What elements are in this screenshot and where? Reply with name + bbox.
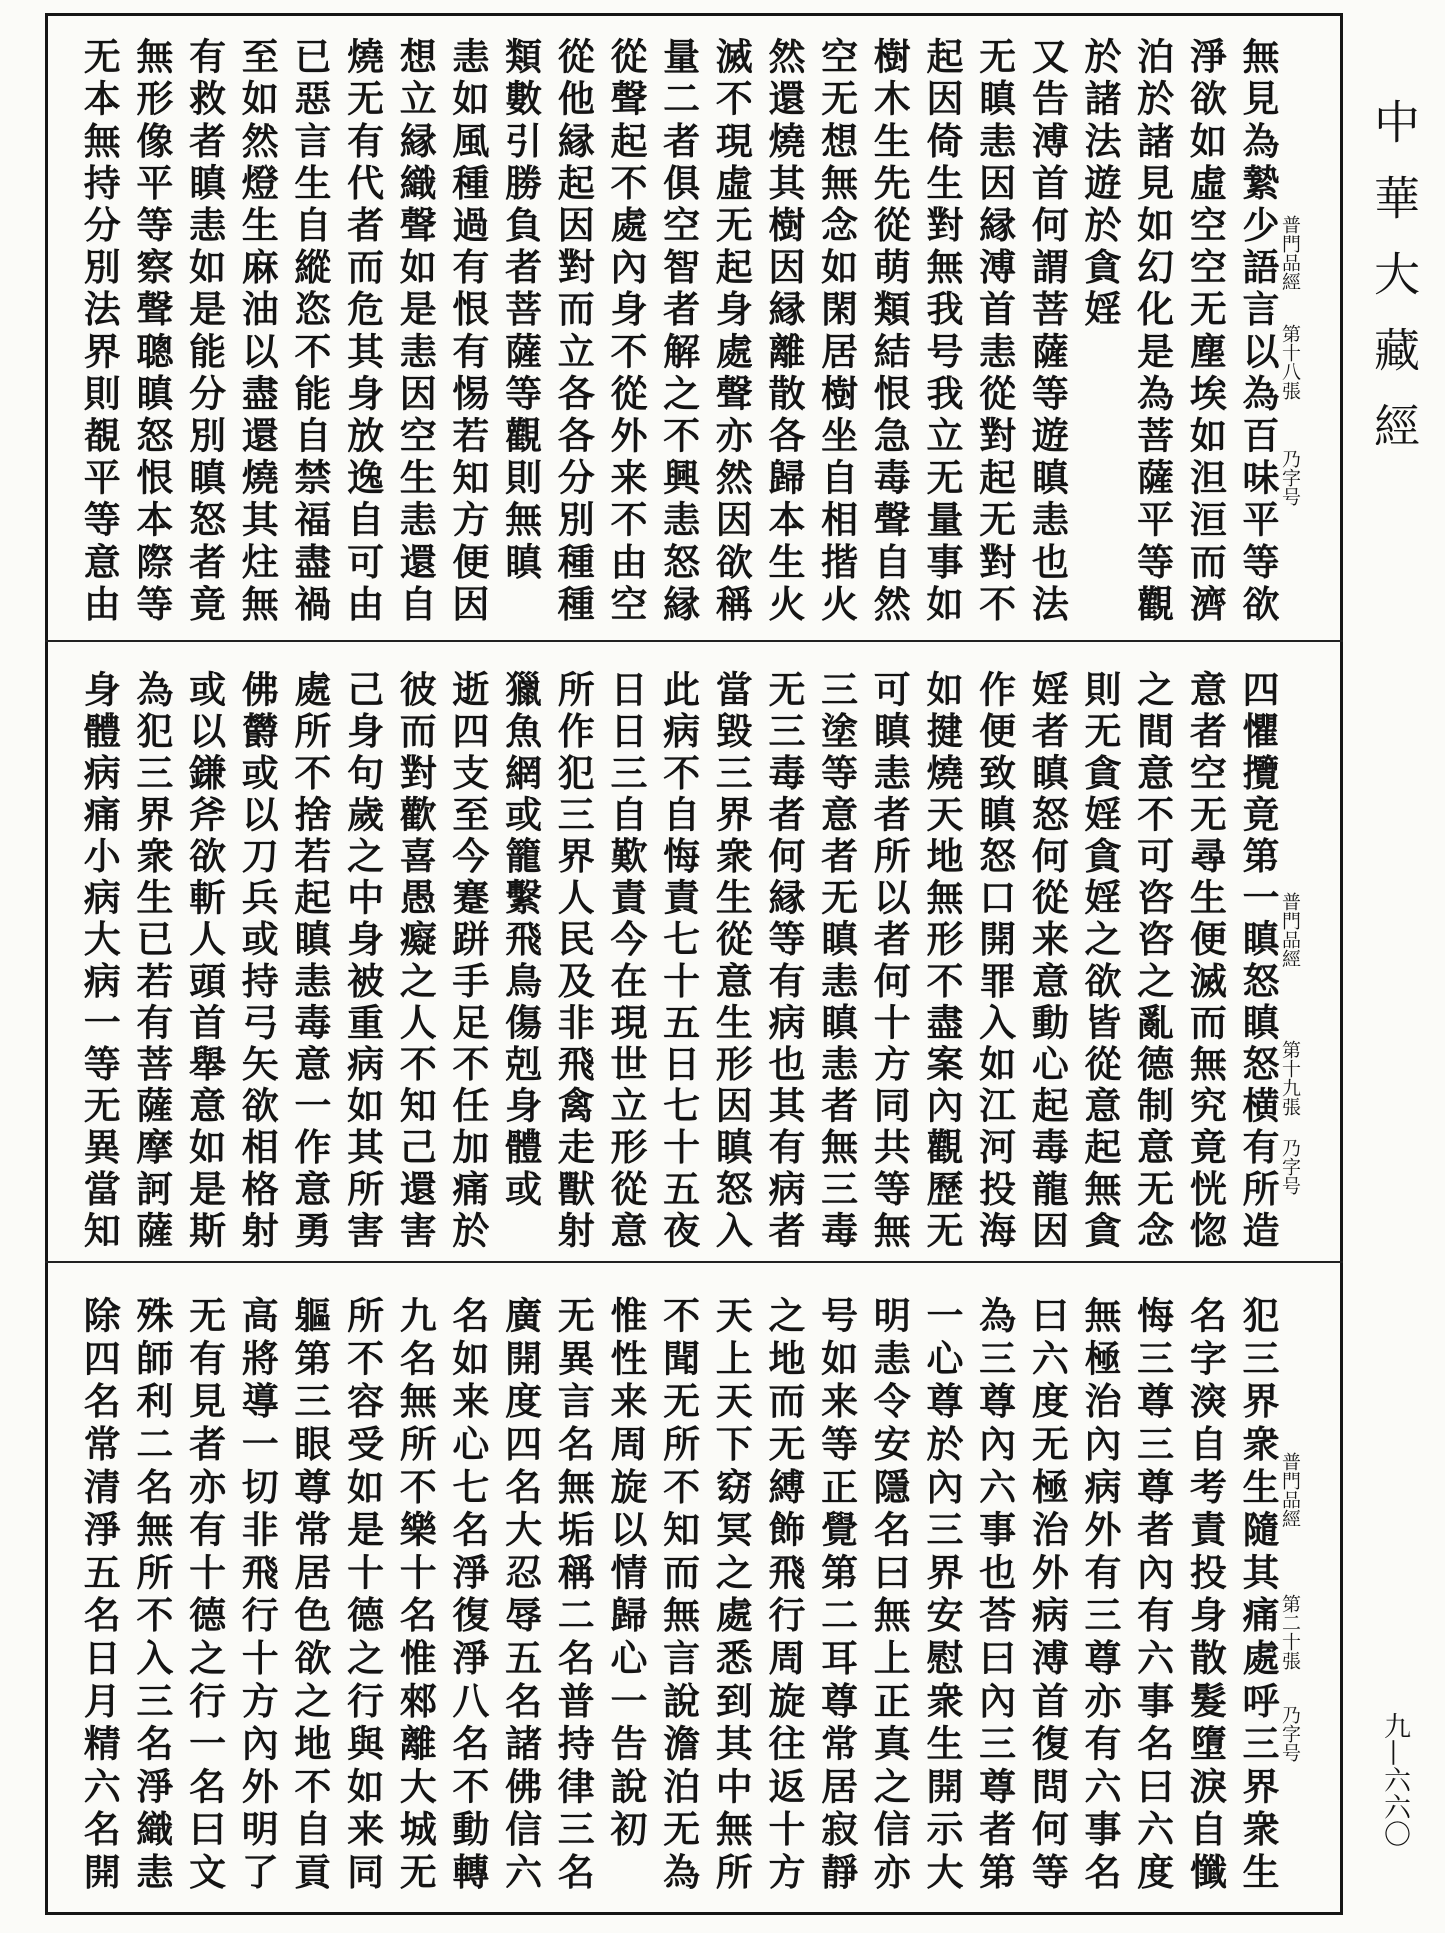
text-column: 軀第三眼尊常居色欲之地不自貢	[287, 1296, 332, 1896]
text-column: 名如来心七名淨復淨八名不動轉	[445, 1296, 490, 1896]
panel-sheet-18	[47, 15, 1341, 640]
text-column: 意者空无尋生便滅而無究竟恍惚	[1183, 670, 1228, 1253]
text-column: 无有見者亦有十德之行一名曰文	[182, 1296, 227, 1896]
note-sheet-number: 第十九張	[1279, 1040, 1301, 1116]
text-column: 曰六度无極治外病溥首復問何等	[1025, 1296, 1070, 1896]
text-column: 三塗等意者无瞋恚瞋恚者無三毒	[814, 670, 859, 1253]
text-column: 不聞无所不知而無言說澹泊无為	[656, 1296, 701, 1896]
text-column: 殊師利二名無所不入三名淨織恚	[129, 1296, 174, 1896]
text-column: 量二者俱空智者解之不興恚怒縁	[656, 37, 701, 627]
text-column: 從他縁起因對而立各各分別種種	[551, 37, 596, 627]
panel-sheet-20	[47, 1263, 1341, 1913]
text-column: 從聲起不處內身不從外来不由空	[603, 37, 648, 627]
text-column: 為犯三界衆生已若有菩薩摩訶薩	[129, 670, 174, 1253]
note-sutra-title: 普門品經	[1279, 892, 1301, 968]
canon-title: 中華大藏經	[1367, 98, 1421, 478]
text-column: 婬者瞋怒何從来意動心起毒龍因	[1025, 670, 1070, 1253]
text-column: 空无想無念如閑居樹坐自相揩火	[814, 37, 859, 627]
text-column: 所不容受如是十德之行與如来同	[340, 1296, 385, 1896]
text-column: 燒无有代者而危其身放逸自可由	[340, 37, 385, 627]
text-column: 一心尊於內三界安慰衆生開示大	[919, 1296, 964, 1896]
text-column: 名字㴱自考責投身散髮墮淚自懺	[1183, 1296, 1228, 1896]
text-column: 起因倚生對無我号我立无量事如	[919, 37, 964, 627]
text-column: 己身句歲之中身被重病如其所害	[340, 670, 385, 1253]
note-sheet-number: 第二十張	[1279, 1594, 1301, 1670]
panel-sheet-19	[47, 642, 1341, 1261]
text-column: 然還燒其樹因縁離散各歸本生火	[761, 37, 806, 627]
text-column: 逝四支至今蹇跰手足不任加痛於	[445, 670, 490, 1253]
text-column: 無見為縶少語言以為百味平等欲	[1236, 37, 1280, 627]
text-column: 至如然燈生麻油以盡還燒其炷無	[235, 37, 280, 627]
text-column: 則无貪婬貪婬之欲皆從意起無貪	[1077, 670, 1122, 1253]
text-column: 无本無持分別法界則覩平等意由	[77, 37, 122, 627]
note-sutra-title: 普門品經	[1279, 1452, 1301, 1528]
text-column: 當毀三界衆生從意生形因瞋怒入	[709, 670, 754, 1253]
page-number: 九—六六〇	[1379, 1712, 1410, 1847]
text-columns	[72, 670, 1284, 1254]
text-column: 又告溥首何謂菩薩等遊瞋恚也法	[1025, 37, 1070, 627]
text-column: 有救者瞋恚如是能分別瞋怒者竟	[182, 37, 227, 627]
text-column: 無形像平等察聲聰瞋怒恨本際等	[129, 37, 174, 627]
text-column: 九名無所不樂十名惟郲離大城无	[393, 1296, 438, 1896]
text-column: 所作犯三界人民及非飛禽走獸射	[551, 670, 596, 1253]
text-column: 處所不捨若起瞋恚毒意一作意勇	[287, 670, 332, 1253]
text-column: 無極治內病外有三尊亦有六事名	[1077, 1296, 1122, 1896]
text-column: 想立縁織聲如是恚因空生恚還自	[393, 37, 438, 627]
text-column: 日日三自歎責今在現世立形從意	[603, 670, 648, 1253]
text-column: 作便致瞋怒口開罪入如江河投海	[972, 670, 1017, 1253]
text-column: 犯三界衆生隨其痛處呼三界衆生	[1236, 1296, 1280, 1896]
text-column: 号如来等正覺第二耳尊常居寂靜	[814, 1296, 859, 1896]
text-column: 佛欝或以刀兵或持弓矢欲相格射	[235, 670, 280, 1253]
text-column: 或以鎌斧欲斬人頭首舉意如是斯	[182, 670, 227, 1253]
text-column: 為三尊內六事也荅曰內三尊者第	[972, 1296, 1017, 1896]
text-column: 身體病痛小病大病一等无異當知	[77, 670, 122, 1253]
text-column: 无異言名無垢稱二名普持律三名	[551, 1296, 596, 1896]
note-series-mark: 乃字号	[1279, 1705, 1301, 1762]
text-column: 之地而无縛飾飛行周旋往返十方	[761, 1296, 806, 1896]
text-column: 明恚令安隱名曰無上正真之信亦	[867, 1296, 912, 1896]
note-sheet-number: 第十八張	[1279, 324, 1301, 400]
text-column: 除四名常清淨五名日月精六名開	[77, 1296, 122, 1896]
text-column: 惟性来周旋以情歸心一告說初	[603, 1296, 648, 1853]
text-columns	[72, 37, 1284, 629]
text-column: 泊於諸見如幻化是為菩薩平等觀	[1130, 37, 1175, 627]
text-column: 已惡言生自縱恣不能自禁福盡禍	[287, 37, 332, 627]
text-column: 之間意不可咨咨之亂德制意无念	[1130, 670, 1175, 1253]
text-column: 无三毒者何縁等有病也其有病者	[761, 670, 806, 1253]
note-sutra-title: 普門品經	[1279, 215, 1301, 291]
text-column: 獵魚網或籠繫飛鳥傷剋身體或	[498, 670, 543, 1211]
text-column: 彼而對歡喜愚癡之人不知己還害	[393, 670, 438, 1253]
text-column: 如揵燒天地無形不盡案內觀歷无	[919, 670, 964, 1253]
text-column: 悔三尊三尊者內有六事名曰六度	[1130, 1296, 1175, 1896]
text-column: 天上天下窈冥之處悉到其中無所	[709, 1296, 754, 1896]
note-series-mark: 乃字号	[1279, 449, 1301, 506]
text-columns	[72, 1296, 1284, 1898]
text-column: 无瞋恚因縁溥首恚從對起无對不	[972, 37, 1017, 627]
text-column: 淨欲如虛空空无塵埃如泹洹而濟	[1183, 37, 1228, 627]
text-column: 高將導一切非飛行十方內外明了	[235, 1296, 280, 1896]
text-column: 滅不現虛无起身處聲亦然因欲稱	[709, 37, 754, 627]
text-column: 樹木生先從萌類結恨急毒聲自然	[867, 37, 912, 627]
text-column: 可瞋恚者所以者何十方同共等無	[867, 670, 912, 1253]
text-column: 廣開度四名大忍辱五名諸佛信六	[498, 1296, 543, 1896]
text-column: 四懼攬竟第一瞋怒瞋怒横有所造	[1236, 670, 1280, 1253]
text-column: 類數引勝負者菩薩等觀則無瞋	[498, 37, 543, 585]
text-column: 此病不自悔責七十五日七十五夜	[656, 670, 701, 1253]
text-column: 於諸法遊於貪婬	[1077, 37, 1122, 332]
note-series-mark: 乃字号	[1279, 1138, 1301, 1195]
text-column: 恚如風種過有恨有惕若知方便因	[445, 37, 490, 627]
